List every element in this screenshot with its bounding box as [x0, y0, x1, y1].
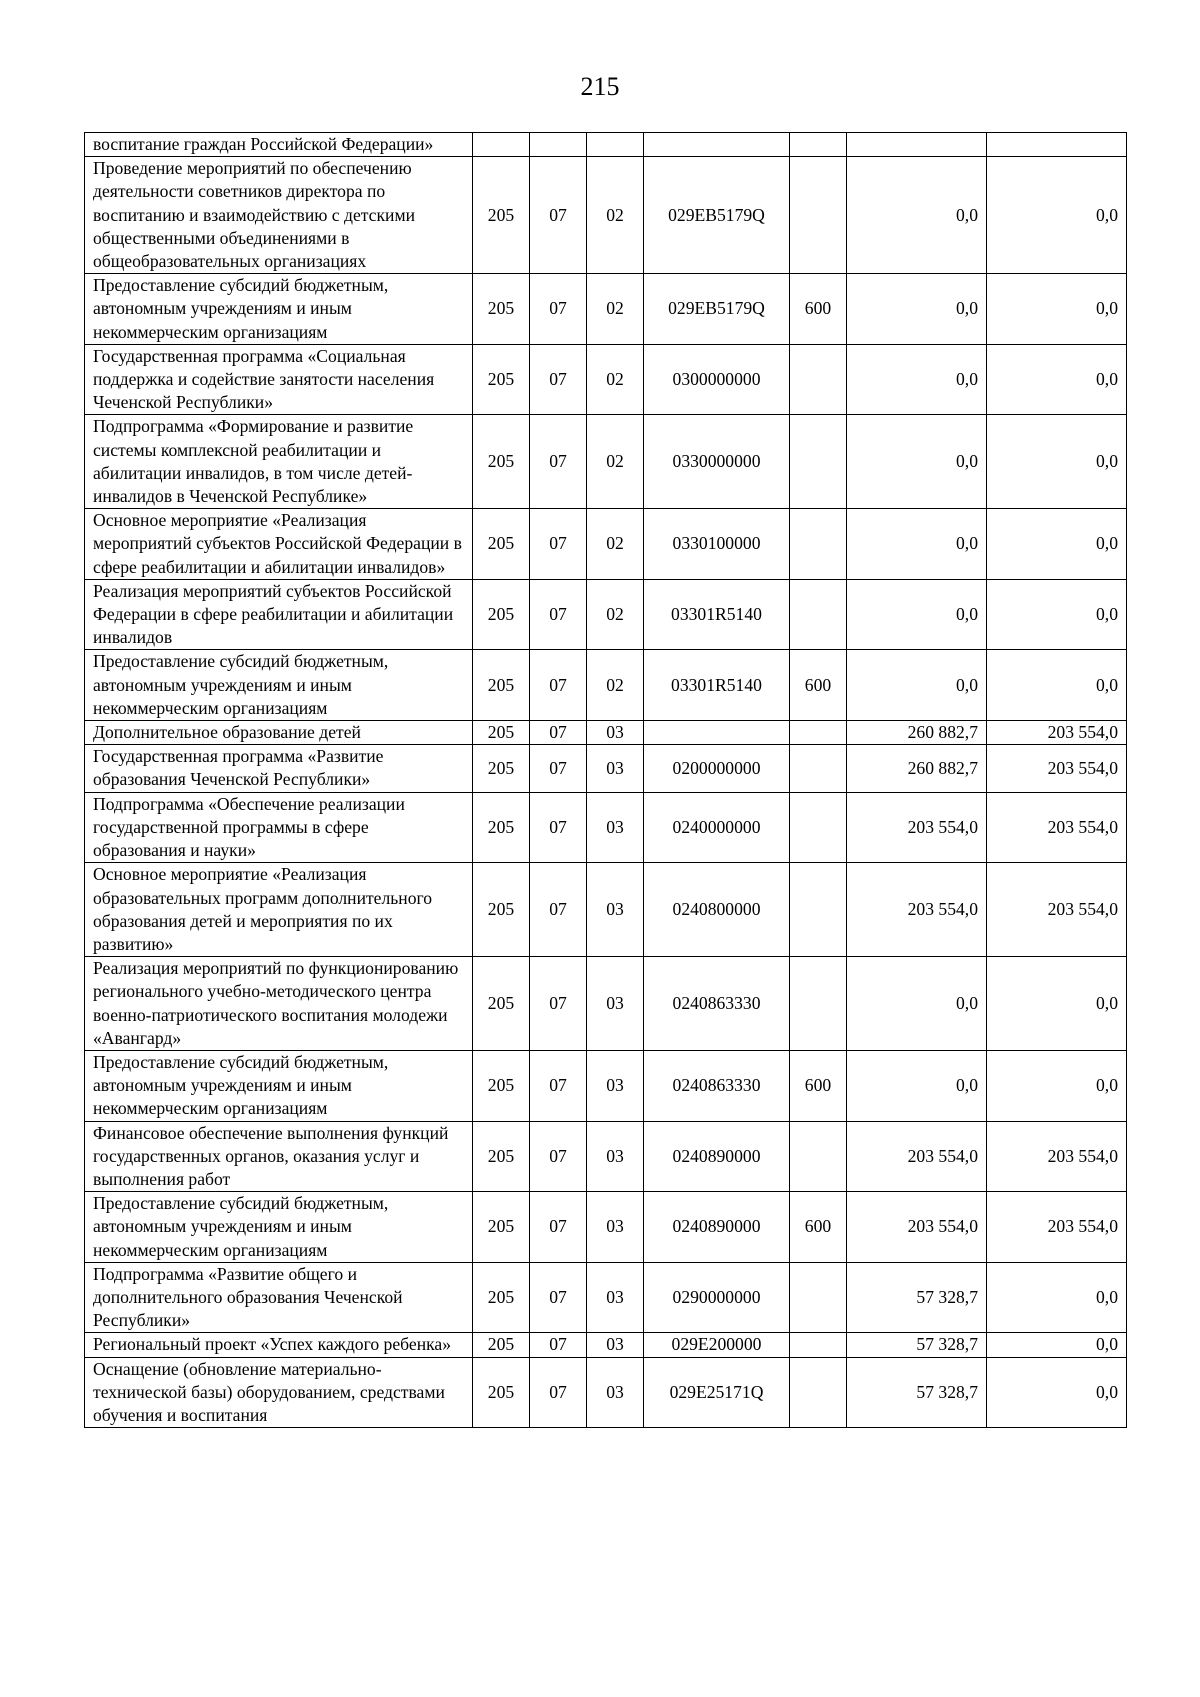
row-name: Основное мероприятие «Реализация мероприятий субъектов Российской Федерации в сфере реабилитации и абилитации инвалидов»: [85, 509, 473, 580]
row-amount-year-2: 0,0: [987, 579, 1127, 650]
row-target-article: [644, 721, 790, 745]
row-subsection-code: 03: [587, 792, 644, 863]
table-row: [85, 650, 1127, 721]
row-subsection-code: 02: [587, 509, 644, 580]
row-amount-year-2: 0,0: [987, 650, 1127, 721]
row-expense-type: [790, 792, 847, 863]
budget-table: [84, 132, 1127, 1428]
row-amount-year-1: 203 554,0: [847, 1192, 987, 1263]
row-name: Подпрограмма «Развитие общего и дополнительного образования Чеченской Республики»: [85, 1262, 473, 1333]
table-row: [85, 1050, 1127, 1121]
row-section-code: 07: [530, 1192, 587, 1263]
row-amount-year-2: 203 554,0: [987, 721, 1127, 745]
row-section-code: 07: [530, 274, 587, 345]
row-amount-year-1: 0,0: [847, 579, 987, 650]
row-amount-year-2: 203 554,0: [987, 1192, 1127, 1263]
row-subsection-code: 02: [587, 344, 644, 415]
row-section-code: 07: [530, 1333, 587, 1357]
row-section-code: 07: [530, 650, 587, 721]
row-amount-year-2: 0,0: [987, 1050, 1127, 1121]
row-name: Подпрограмма «Формирование и развитие системы комплексной реабилитации и абилитации инвалидов, в том числе детей-инвалидов в Чеченской Республике»: [85, 415, 473, 509]
row-section-code: 07: [530, 415, 587, 509]
row-name: Дополнительное образование детей: [85, 721, 473, 745]
row-target-article: 03301R5140: [644, 650, 790, 721]
row-target-article: 03301R5140: [644, 579, 790, 650]
row-amount-year-2: [987, 133, 1127, 157]
table-row: [85, 792, 1127, 863]
row-section-code: 07: [530, 957, 587, 1051]
row-name: Оснащение (обновление материально-технической базы) оборудованием, средствами обучения и воспитания: [85, 1357, 473, 1428]
row-subsection-code: 03: [587, 1192, 644, 1263]
table-row: [85, 274, 1127, 345]
row-amount-year-1: 203 554,0: [847, 792, 987, 863]
table-body: [85, 133, 1127, 1428]
row-amount-year-1: 260 882,7: [847, 721, 987, 745]
row-section-code: 07: [530, 509, 587, 580]
row-amount-year-2: 203 554,0: [987, 792, 1127, 863]
row-subsection-code: 02: [587, 650, 644, 721]
row-target-article: [644, 133, 790, 157]
row-expense-type: [790, 863, 847, 957]
row-amount-year-1: 0,0: [847, 157, 987, 274]
row-ministry-code: 205: [473, 1121, 530, 1192]
row-expense-type: 600: [790, 650, 847, 721]
row-amount-year-2: 0,0: [987, 344, 1127, 415]
row-ministry-code: 205: [473, 721, 530, 745]
row-expense-type: [790, 1333, 847, 1357]
row-expense-type: [790, 1357, 847, 1428]
row-amount-year-1: 57 328,7: [847, 1333, 987, 1357]
row-subsection-code: 02: [587, 157, 644, 274]
row-subsection-code: 03: [587, 863, 644, 957]
row-section-code: 07: [530, 745, 587, 792]
row-target-article: 0240800000: [644, 863, 790, 957]
row-amount-year-2: 0,0: [987, 1333, 1127, 1357]
row-ministry-code: 205: [473, 344, 530, 415]
row-amount-year-1: 0,0: [847, 415, 987, 509]
row-amount-year-1: 0,0: [847, 650, 987, 721]
row-ministry-code: 205: [473, 1333, 530, 1357]
row-subsection-code: 03: [587, 957, 644, 1051]
row-section-code: 07: [530, 721, 587, 745]
table-row: [85, 1262, 1127, 1333]
row-ministry-code: 205: [473, 509, 530, 580]
row-target-article: 0330100000: [644, 509, 790, 580]
page-number: 215: [580, 72, 620, 101]
table-row: [85, 1192, 1127, 1263]
row-ministry-code: 205: [473, 745, 530, 792]
row-name: Государственная программа «Социальная поддержка и содействие занятости населения Чеченской Республики»: [85, 344, 473, 415]
row-amount-year-1: 260 882,7: [847, 745, 987, 792]
table-row: [85, 745, 1127, 792]
row-ministry-code: 205: [473, 1050, 530, 1121]
row-expense-type: [790, 1262, 847, 1333]
row-amount-year-1: 203 554,0: [847, 863, 987, 957]
row-ministry-code: 205: [473, 957, 530, 1051]
table-row: [85, 721, 1127, 745]
row-ministry-code: 205: [473, 792, 530, 863]
row-subsection-code: [587, 133, 644, 157]
row-target-article: 0240890000: [644, 1192, 790, 1263]
row-target-article: 0200000000: [644, 745, 790, 792]
row-subsection-code: 03: [587, 1357, 644, 1428]
row-expense-type: [790, 745, 847, 792]
row-subsection-code: 03: [587, 1121, 644, 1192]
row-ministry-code: 205: [473, 863, 530, 957]
row-name: Предоставление субсидий бюджетным, автономным учреждениям и иным некоммерческим организациям: [85, 1050, 473, 1121]
row-ministry-code: 205: [473, 650, 530, 721]
row-section-code: 07: [530, 1121, 587, 1192]
row-expense-type: 600: [790, 274, 847, 345]
row-expense-type: [790, 415, 847, 509]
row-ministry-code: 205: [473, 157, 530, 274]
row-section-code: 07: [530, 1262, 587, 1333]
row-target-article: 029E25171Q: [644, 1357, 790, 1428]
row-amount-year-2: 0,0: [987, 1262, 1127, 1333]
row-subsection-code: 03: [587, 1262, 644, 1333]
table-row: [85, 1333, 1127, 1357]
row-target-article: 0240863330: [644, 1050, 790, 1121]
row-subsection-code: 03: [587, 721, 644, 745]
row-expense-type: [790, 957, 847, 1051]
row-section-code: [530, 133, 587, 157]
row-name: Реализация мероприятий субъектов Российской Федерации в сфере реабилитации и абилитации инвалидов: [85, 579, 473, 650]
table-row: [85, 1121, 1127, 1192]
row-expense-type: [790, 509, 847, 580]
table-row: [85, 344, 1127, 415]
row-amount-year-1: 203 554,0: [847, 1121, 987, 1192]
row-target-article: 0240000000: [644, 792, 790, 863]
row-expense-type: [790, 1121, 847, 1192]
row-amount-year-2: 0,0: [987, 957, 1127, 1051]
row-subsection-code: 03: [587, 1333, 644, 1357]
row-section-code: 07: [530, 863, 587, 957]
row-name: Предоставление субсидий бюджетным, автономным учреждениям и иным некоммерческим организациям: [85, 650, 473, 721]
row-section-code: 07: [530, 344, 587, 415]
row-name: Основное мероприятие «Реализация образовательных программ дополнительного образования детей и мероприятия по их развитию»: [85, 863, 473, 957]
row-section-code: 07: [530, 157, 587, 274]
row-name: Реализация мероприятий по функционированию регионального учебно-методического центра военно-патриотического воспитания молодежи «Авангард»: [85, 957, 473, 1051]
row-amount-year-2: 0,0: [987, 274, 1127, 345]
row-target-article: 0240863330: [644, 957, 790, 1051]
row-amount-year-1: 57 328,7: [847, 1262, 987, 1333]
row-ministry-code: 205: [473, 579, 530, 650]
row-target-article: 0300000000: [644, 344, 790, 415]
table-row: [85, 133, 1127, 157]
row-ministry-code: 205: [473, 1357, 530, 1428]
row-subsection-code: 03: [587, 745, 644, 792]
row-target-article: 0240890000: [644, 1121, 790, 1192]
row-name: Предоставление субсидий бюджетным, автономным учреждениям и иным некоммерческим организациям: [85, 274, 473, 345]
row-subsection-code: 03: [587, 1050, 644, 1121]
row-section-code: 07: [530, 1357, 587, 1428]
row-amount-year-1: 0,0: [847, 274, 987, 345]
table-row: [85, 415, 1127, 509]
table-row: [85, 1357, 1127, 1428]
row-expense-type: [790, 157, 847, 274]
table-row: [85, 579, 1127, 650]
table-row: [85, 157, 1127, 274]
row-amount-year-2: 0,0: [987, 157, 1127, 274]
row-ministry-code: 205: [473, 415, 530, 509]
row-ministry-code: 205: [473, 1262, 530, 1333]
table-row: [85, 509, 1127, 580]
row-name: Проведение мероприятий по обеспечению деятельности советников директора по воспитанию и взаимодействию с детскими общественными объединениями в общеобразовательных организациях: [85, 157, 473, 274]
row-amount-year-2: 203 554,0: [987, 1121, 1127, 1192]
row-amount-year-1: 0,0: [847, 344, 987, 415]
row-amount-year-1: 0,0: [847, 1050, 987, 1121]
row-amount-year-2: 203 554,0: [987, 863, 1127, 957]
row-name: Государственная программа «Развитие образования Чеченской Республики»: [85, 745, 473, 792]
row-expense-type: 600: [790, 1050, 847, 1121]
row-amount-year-1: [847, 133, 987, 157]
row-target-article: 0330000000: [644, 415, 790, 509]
row-expense-type: [790, 133, 847, 157]
row-amount-year-2: 0,0: [987, 509, 1127, 580]
row-ministry-code: 205: [473, 1192, 530, 1263]
row-name: Финансовое обеспечение выполнения функций государственных органов, оказания услуг и выполнения работ: [85, 1121, 473, 1192]
row-expense-type: [790, 721, 847, 745]
row-target-article: 029E200000: [644, 1333, 790, 1357]
row-target-article: 029EB5179Q: [644, 274, 790, 345]
row-section-code: 07: [530, 792, 587, 863]
row-amount-year-1: 57 328,7: [847, 1357, 987, 1428]
row-expense-type: [790, 344, 847, 415]
row-expense-type: 600: [790, 1192, 847, 1263]
row-amount-year-2: 0,0: [987, 415, 1127, 509]
row-subsection-code: 02: [587, 274, 644, 345]
row-section-code: 07: [530, 1050, 587, 1121]
row-name: Предоставление субсидий бюджетным, автономным учреждениям и иным некоммерческим организациям: [85, 1192, 473, 1263]
row-amount-year-1: 0,0: [847, 509, 987, 580]
row-target-article: 029EB5179Q: [644, 157, 790, 274]
row-name: воспитание граждан Российской Федерации»: [85, 133, 473, 157]
row-amount-year-2: 203 554,0: [987, 745, 1127, 792]
row-name: Региональный проект «Успех каждого ребенка»: [85, 1333, 473, 1357]
row-subsection-code: 02: [587, 579, 644, 650]
row-amount-year-1: 0,0: [847, 957, 987, 1051]
row-subsection-code: 02: [587, 415, 644, 509]
table-row: [85, 957, 1127, 1051]
row-expense-type: [790, 579, 847, 650]
row-name: Подпрограмма «Обеспечение реализации государственной программы в сфере образования и науки»: [85, 792, 473, 863]
row-ministry-code: [473, 133, 530, 157]
row-ministry-code: 205: [473, 274, 530, 345]
row-target-article: 0290000000: [644, 1262, 790, 1333]
table-row: [85, 863, 1127, 957]
row-section-code: 07: [530, 579, 587, 650]
row-amount-year-2: 0,0: [987, 1357, 1127, 1428]
